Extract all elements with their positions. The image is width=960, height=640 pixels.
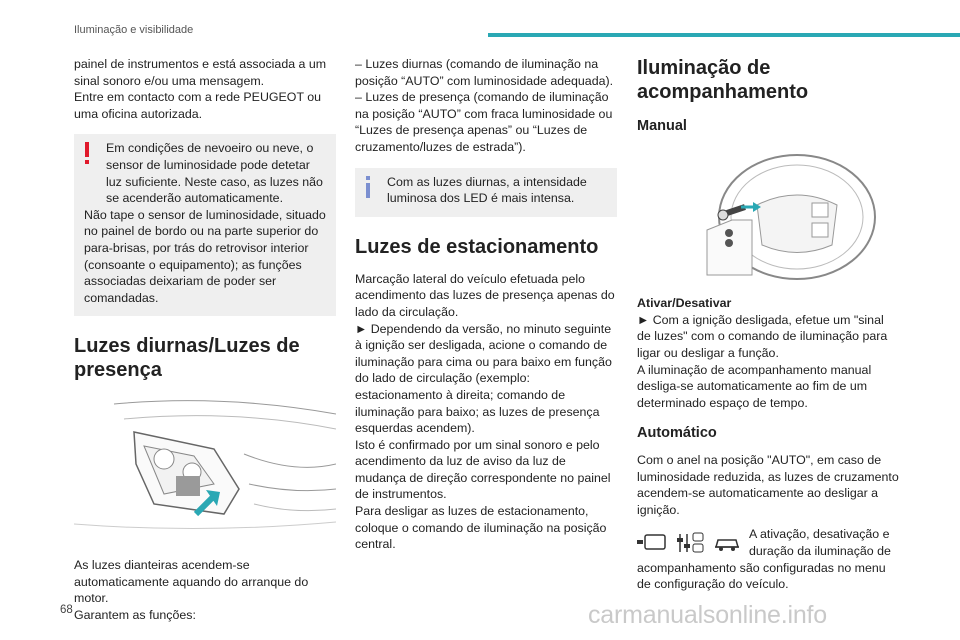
paragraph: Com o anel na posição "AUTO", em caso de luminosidade reduzida, as luzes de cruzamento acendem-se automaticamente ao desligar a ignição. [637, 452, 899, 517]
paragraph: Para desligar as luzes de estacionamento, coloque o comando de iluminação na posição central. [355, 504, 607, 552]
section-heading: Iluminação de acompanhamento [637, 57, 809, 103]
list-item: – Luzes de presença (comando de iluminação na posição “AUTO” com fraca luminosidade ou “Luzes de presença apenas” ou “Luzes de cruzamento/luzes de estrada”). [355, 90, 613, 154]
car-icon [713, 533, 741, 553]
section-heading: Luzes de estacionamento [355, 235, 599, 258]
lighting-stalk-illustration [637, 145, 899, 290]
config-icons [637, 532, 741, 554]
subheading: Automático [637, 425, 717, 442]
config-block [637, 526, 899, 592]
paragraph: Isto é confirmado por um sinal sonoro e pelo acendimento da luz de aviso da luz de mudança de direção correspondente no painel de instrumentos. [355, 437, 611, 502]
page-number: 68 [60, 604, 73, 616]
headlight-illustration [74, 394, 336, 549]
note-text: Não tape o sensor de luminosidade, situado no painel de bordo ou na parte superior do para-brisas, por trás do retrovisor interior (consoante o equipamento); as funções associadas deixariam de poder ser comandadas. [84, 207, 326, 305]
paragraph: As luzes dianteiras acendem-se automaticamente aquando do arranque do motor. [74, 557, 309, 606]
paragraph: Entre em contacto com a rede PEUGEOT ou uma oficina autorizada. [74, 90, 322, 121]
note-text: Com as luzes diurnas, a intensidade luminosa dos LED é mais intensa. [387, 174, 587, 206]
settings-sliders-icon [675, 532, 705, 554]
list-item: – Luzes diurnas (comando de iluminação na posição “AUTO” com luminosidade adequada). [355, 57, 614, 88]
paragraph: ► Com a ignição desligada, efetue um "sinal de luzes" com o comando de iluminação para ligar ou desligar a função. [637, 312, 888, 360]
paragraph: Marcação lateral do veículo efetuada pelo acendimento das luzes de presença apenas do lado da circulação. [355, 271, 615, 319]
screen-menu-icon [637, 533, 667, 553]
section-title: Iluminação e visibilidade [74, 24, 194, 36]
subheading: Manual [637, 118, 687, 134]
paragraph: A ativação, desativação e duração da iluminação de acompanhamento são configuradas no menu de configuração do veículo. [637, 527, 891, 592]
paragraph: ► Dependendo da versão, no minuto seguinte à ignição ser desligada, acione o comando de iluminação para cima ou para baixo em função do lado de circulação (exemplo: estacionamento à direita; comando de iluminação para baixo; as luzes de presença esquerdas acendem). [355, 321, 612, 436]
info-note [355, 168, 617, 217]
paragraph: painel de instrumentos e está associada a um sinal sonoro e/ou uma mensagem. [74, 57, 327, 88]
info-icon [361, 176, 375, 200]
section-heading: Luzes diurnas/Luzes de presença [74, 335, 300, 382]
column-2 [355, 56, 617, 553]
warning-note [74, 134, 336, 316]
column-1 [74, 56, 336, 623]
activate-label: Ativar/Desativar [637, 296, 732, 311]
paragraph: A iluminação de acompanhamento manual desliga-se automaticamente ao fim de um determinado espaço de tempo. [637, 362, 872, 410]
header-accent-bar [488, 33, 960, 37]
column-3 [637, 56, 899, 593]
paragraph: Garantem as funções: [74, 607, 196, 622]
note-text: Em condições de nevoeiro ou neve, o sensor de luminosidade pode detetar luz suficiente. Neste caso, as luzes não se acenderão automaticamente. [106, 141, 323, 206]
exclamation-warning-icon [80, 142, 94, 166]
watermark: carmanualsonline.info [588, 601, 828, 629]
